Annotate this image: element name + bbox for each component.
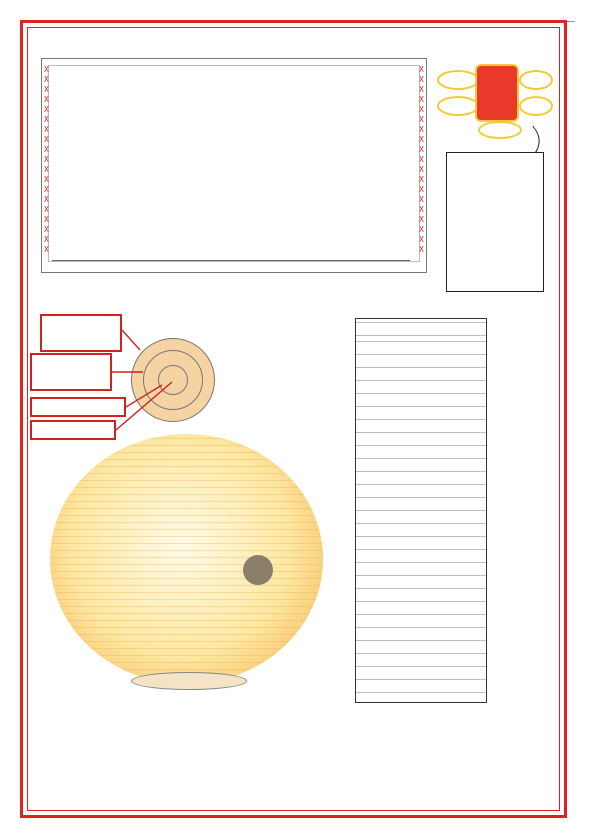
stitch-count-table: [355, 318, 487, 703]
garment-right-edge-stitches: XXXXXXXXXXXXXXXXXXX: [419, 65, 424, 254]
garment-left-edge-stitches: XXXXXXXXXXXXXXXXXXX: [44, 65, 49, 254]
